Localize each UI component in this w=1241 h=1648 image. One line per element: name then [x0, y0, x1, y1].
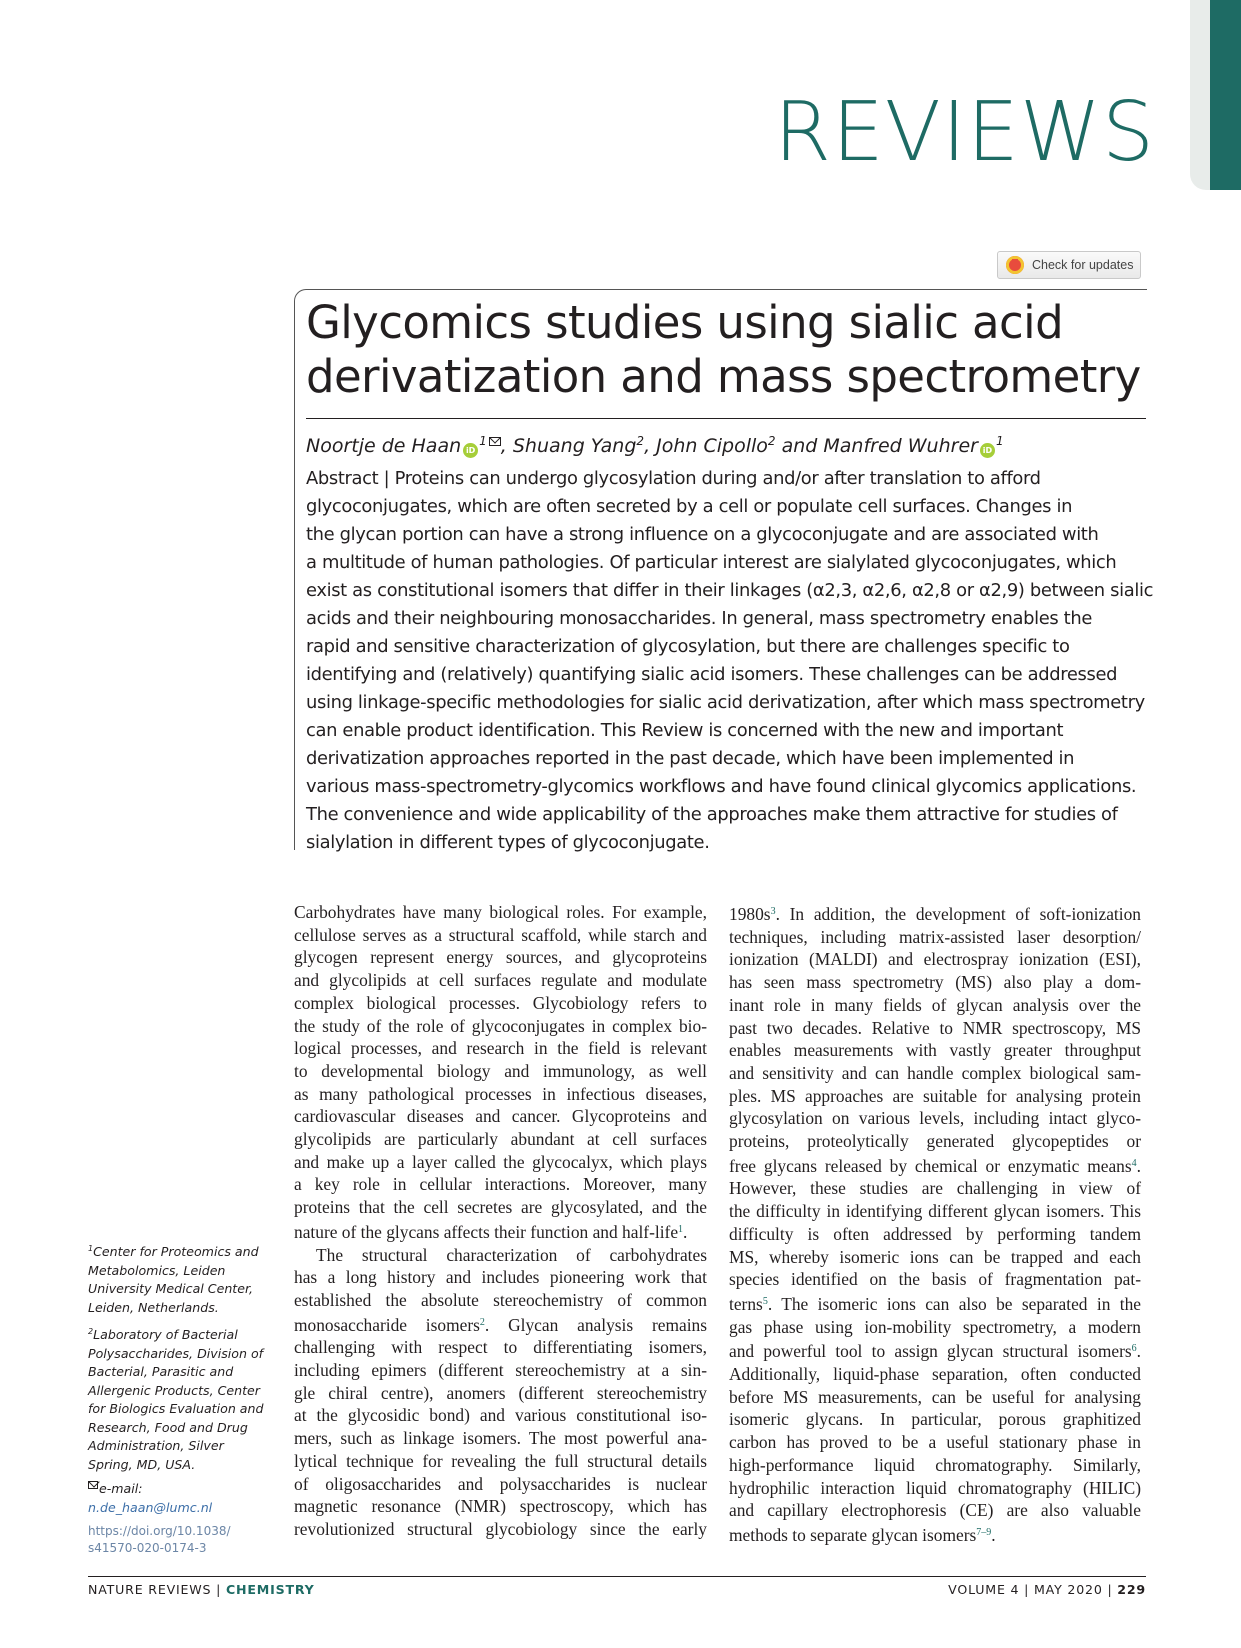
body-line: a key role in cellular interactions. Moreover, many [294, 1174, 707, 1195]
body-line: inant role in many fields of glycan analysis over the [729, 994, 1141, 1015]
body-line: glycolipids are particularly abundant at cell surfaces [294, 1129, 707, 1150]
page-number: 229 [1117, 1582, 1146, 1597]
body-text: terns [729, 1293, 763, 1314]
footer-separator: | [211, 1582, 226, 1597]
title-line-1: Glycomics studies using sialic acid [306, 296, 1064, 349]
body-text: . Glycan analysis remains [484, 1314, 707, 1335]
body-column-left [294, 901, 707, 1541]
email-line [88, 1480, 268, 1517]
author-affiliation: 1 [479, 434, 487, 448]
body-line: and sensitivity and can handle complex biological sam- [729, 1062, 1141, 1083]
reference-link[interactable]: 3 [770, 906, 776, 917]
abstract-line: various mass-spectrometry-glycomics workflows and have found clinical glycomics applications. [306, 776, 1137, 797]
author-separator: and [775, 435, 824, 457]
body-line: glycogen represent energy sources, and glycoproteins [294, 947, 707, 968]
body-line: MS, whereby isomeric ions can be trapped and each [729, 1246, 1141, 1267]
body-line: cardiovascular diseases and cancer. Glycoproteins and [294, 1106, 707, 1127]
abstract-line: Abstract | Proteins can undergo glycosylation during and/or after translation to afford [306, 468, 1041, 489]
footer-separator: | [1019, 1582, 1034, 1597]
footer-rule [88, 1576, 1146, 1577]
body-line: gas phase using ion-mobility spectrometry, a modern [729, 1316, 1141, 1337]
journal-section: CHEMISTRY [225, 1582, 315, 1597]
abstract-line: The convenience and wide applicability of the approaches make them attractive for studies of [306, 804, 1118, 825]
doi-link[interactable]: https://doi.org/10.1038/ s41570-020-0174-3 [88, 1524, 231, 1555]
author-name[interactable]: Manfred Wuhrer [823, 435, 978, 457]
body-line: complex biological processes. Glycobiology refers to [294, 992, 707, 1013]
body-line: cellulose serves as a structural scaffold, while starch and [294, 924, 707, 945]
body-line: revolutionized structural glycobiology since the early [294, 1518, 707, 1539]
body-line: free glycans released by chemical or enzymatic means$^4$. [729, 1155, 1141, 1176]
body-text: methods to separate glycan isomers [729, 1524, 977, 1545]
body-line: proteins that the cell secretes are glycosylated, and the [294, 1197, 707, 1218]
body-line: high-performance liquid chromatography. Similarly, [729, 1454, 1141, 1475]
author-affiliation: 2 [767, 434, 776, 448]
body-line: The structural characterization of carbohydrates [316, 1244, 707, 1265]
body-line: as many pathological processes in infectious diseases, [294, 1083, 707, 1104]
email-icon [88, 1481, 98, 1489]
journal-name: NATURE REVIEWS [88, 1582, 212, 1597]
email-link[interactable]: n.de_haan@lumc.nl [88, 1499, 213, 1515]
body-line: to developmental biology and immunology, as well [294, 1060, 707, 1081]
side-tab-accent [1210, 0, 1241, 190]
body-line: past two decades. Relative to NMR spectroscopy, MS [729, 1017, 1141, 1038]
body-line: However, these studies are challenging in view of [729, 1178, 1141, 1199]
title-rule [306, 418, 1146, 419]
body-text: free glycans released by chemical or enzymatic means [729, 1155, 1132, 1176]
author-separator: , [500, 435, 513, 457]
body-line: at the glycosidic bond) and various constitutional iso- [294, 1405, 707, 1426]
body-line: proteins, proteolytically generated glycopeptides or [729, 1131, 1141, 1152]
body-line: isomeric glycans. In particular, porous graphitized [729, 1409, 1141, 1430]
abstract-line: glycoconjugates, which are often secreted by a cell or populate cell surfaces. Changes in [306, 496, 1073, 517]
issue-date: MAY 2020 [1033, 1582, 1103, 1597]
affiliation-text: Center for Proteomics and Metabolomics, Leiden University Medical Center, Leiden, Netherlands. [88, 1244, 259, 1315]
body-line: magnetic resonance (NMR) spectroscopy, which has [294, 1496, 707, 1517]
body-line: difficulty is often addressed by performing tandem [729, 1223, 1141, 1244]
body-line: and capillary electrophoresis (CE) are also valuable [729, 1500, 1141, 1521]
body-line: enables measurements with vastly greater throughput [729, 1040, 1141, 1061]
body-line [729, 1291, 1141, 1316]
author-affiliation: 1 [995, 434, 1004, 448]
affiliation-text: Laboratory of Bacterial Polysaccharides, Division of Bacterial, Parasitic and Allergenic Products, Center for Biologics Evaluation and Research, Food and Drug Administration, Silver Spring, MD, USA. [88, 1327, 264, 1472]
body-line [294, 1312, 707, 1337]
body-line: ionization (MALDI) and electrospray ionization (ESI), [729, 949, 1141, 970]
body-line: glycosylation on various levels, including intact glyco- [729, 1108, 1141, 1129]
body-text: and powerful tool to assign glycan structural isomers [729, 1341, 1132, 1362]
orcid-icon[interactable]: iD [463, 443, 478, 458]
abstract [306, 465, 1152, 857]
body-text: nature of the glycans affects their function and half-life [294, 1221, 679, 1242]
author-name[interactable]: Shuang Yang [512, 435, 637, 457]
footer-issue [948, 1582, 1146, 1597]
body-line [729, 901, 1141, 926]
body-line: ples. MS approaches are suitable for analysing protein [729, 1085, 1141, 1106]
body-line: Carbohydrates have many biological roles. For example, [294, 902, 707, 922]
body-text: . The isomeric ions can also be separated in the [767, 1293, 1141, 1314]
affiliations [88, 1240, 268, 1557]
email-icon[interactable] [489, 437, 501, 446]
affiliation-1 [88, 1240, 268, 1317]
abstract-line: the glycan portion can have a strong influence on a glycoconjugate and are associated with [306, 524, 1099, 545]
affiliation-number: 2 [88, 1327, 94, 1336]
body-line: hydrophilic interaction liquid chromatography (HILIC) [729, 1477, 1141, 1498]
abstract-line: exist as constitutional isomers that differ in their linkages (α2,3, α2,6, α2,8 or α2,9) between sialic [306, 580, 1154, 601]
body-text: 1980s [729, 904, 771, 924]
abstract-line: derivatization approaches reported in the past decade, which have been implemented in [306, 748, 1075, 769]
author-list [306, 428, 1146, 459]
body-line: the difficulty in identifying different glycan isomers. This [729, 1201, 1141, 1222]
crossmark-icon [1006, 256, 1024, 274]
body-line: Additionally, liquid-phase separation, often conducted [729, 1364, 1141, 1385]
body-column-right [729, 901, 1141, 1547]
body-line: has seen mass spectrometry (MS) also play a dom- [729, 972, 1141, 993]
affiliation-number: 1 [88, 1244, 94, 1253]
body-line: species identified on the basis of fragmentation pat- [729, 1269, 1141, 1290]
body-paragraph-end: nature of the glycans affects their function and half-life$^1$. [294, 1221, 688, 1242]
footer-separator: | [1102, 1582, 1118, 1597]
abstract-line: identifying and (relatively) quantifying sialic acid isomers. These challenges can be addressed [306, 664, 1118, 685]
body-line: and powerful tool to assign glycan structural isomers$^6$. [729, 1341, 1141, 1362]
body-line: carbon has proved to be a useful stationary phase in [729, 1432, 1141, 1453]
body-line: of oligosaccharides and polysaccharides is nuclear [294, 1473, 707, 1494]
author-name[interactable]: John Cipollo [656, 435, 768, 457]
author-separator: , [644, 435, 657, 457]
body-line: gle chiral centre), anomers (different stereochemistry [294, 1382, 707, 1403]
body-line: methods to separate glycan isomers$^{7-9}$. [729, 1524, 996, 1545]
author-name[interactable]: Noortje de Haan [306, 435, 462, 457]
article-title [306, 296, 1146, 404]
body-line: established the absolute stereochemistry of common [294, 1289, 707, 1310]
body-line: before MS measurements, can be useful for analysing [729, 1386, 1141, 1407]
abstract-line: acids and their neighbouring monosaccharides. In general, mass spectrometry enables the [306, 608, 1092, 629]
section-label: REVIEWS [773, 85, 1155, 180]
reference-link[interactable]: 4 [1131, 1157, 1137, 1169]
orcid-icon[interactable]: iD [980, 443, 995, 458]
check-for-updates-button[interactable] [997, 251, 1141, 279]
reference-link[interactable]: 2 [479, 1316, 485, 1328]
abstract-line: a multitude of human pathologies. Of particular interest are sialylated glycoconjugates, which [306, 552, 1117, 573]
abstract-line: rapid and sensitive characterization of glycosylation, but there are challenges specific to [306, 636, 1070, 657]
reference-link[interactable]: 5 [762, 1295, 768, 1307]
body-line: techniques, including matrix-assisted laser desorption/ [729, 926, 1141, 947]
volume: VOLUME 4 [948, 1582, 1020, 1597]
body-line: the study of the role of glycoconjugates in complex bio- [294, 1015, 707, 1036]
body-line: challenging with respect to differentiating isomers, [294, 1337, 707, 1358]
affiliation-2 [88, 1323, 268, 1474]
body-line: and make up a layer called the glycocalyx, which plays [294, 1151, 707, 1172]
abstract-line: sialylation in different types of glycoconjugate. [306, 832, 710, 853]
body-text: monosaccharide isomers [294, 1314, 480, 1335]
body-line: lytical technique for revealing the full structural details [294, 1450, 707, 1471]
reference-link[interactable]: 7–9 [976, 1526, 992, 1538]
check-for-updates-label: Check for updates [1032, 258, 1134, 272]
email-label: e-mail: [99, 1481, 143, 1496]
reference-link[interactable]: 1 [678, 1223, 684, 1235]
body-line: has a long history and includes pioneering work that [294, 1267, 707, 1288]
body-text: . In addition, the development of soft-ionization [775, 904, 1141, 924]
author-affiliation: 2 [636, 434, 645, 448]
footer-journal [88, 1582, 315, 1597]
reference-link[interactable]: 6 [1131, 1343, 1137, 1355]
body-line: including epimers (different stereochemistry at a sin- [294, 1360, 707, 1381]
body-line: logical processes, and research in the field is relevant [294, 1038, 707, 1059]
abstract-line: can enable product identification. This Review is concerned with the new and important [306, 720, 1064, 741]
abstract-line: using linkage-specific methodologies for sialic acid derivatization, after which mass spectrometry [306, 692, 1145, 713]
title-line-2: derivatization and mass spectrometry [306, 350, 1141, 403]
body-line: mers, such as linkage isomers. The most powerful ana- [294, 1428, 707, 1449]
body-line: and glycolipids at cell surfaces regulate and modulate [294, 970, 707, 991]
